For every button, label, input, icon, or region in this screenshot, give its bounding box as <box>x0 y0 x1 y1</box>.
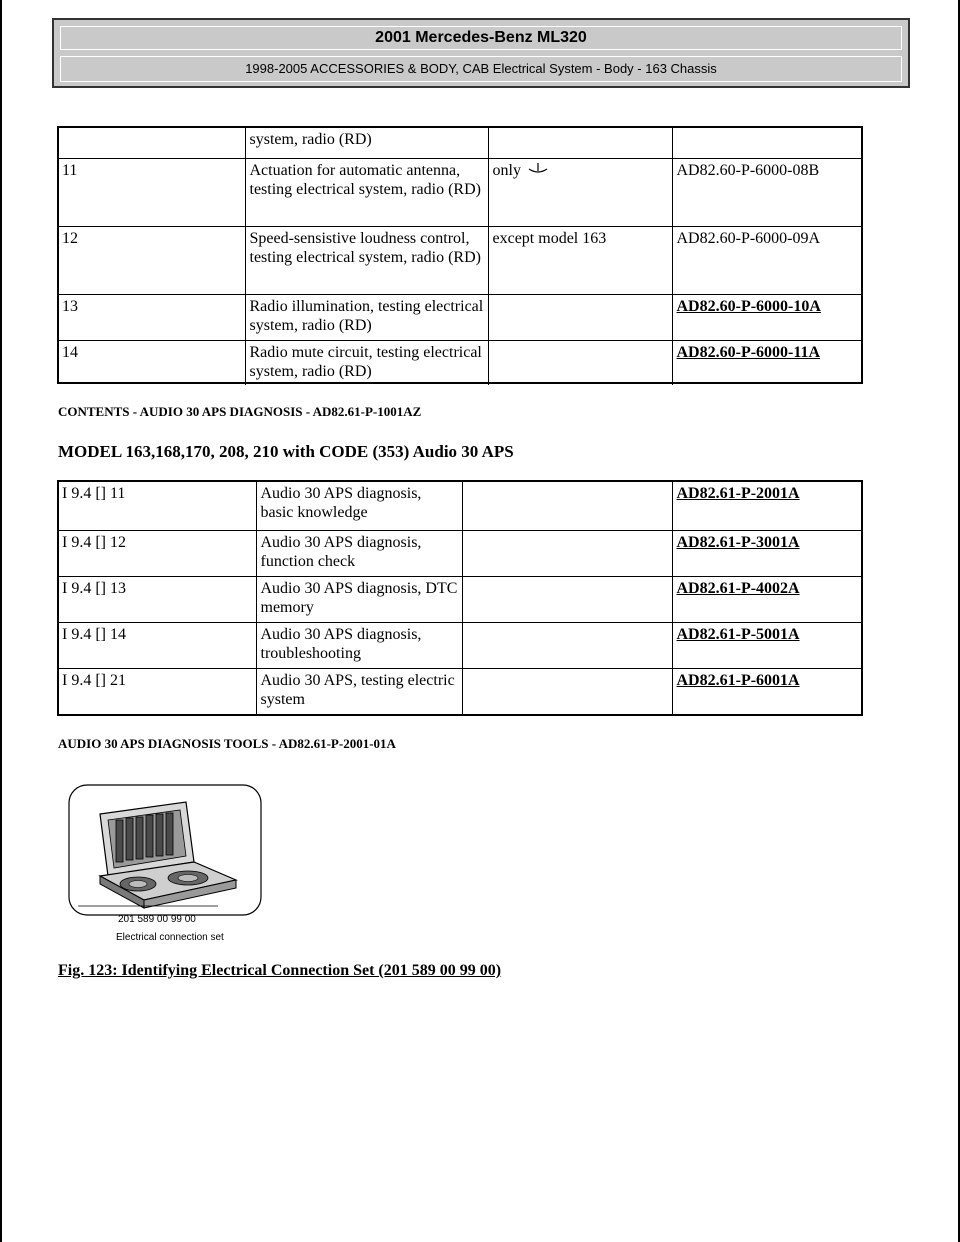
row-reference-link[interactable] <box>672 668 862 714</box>
row-condition <box>488 294 672 340</box>
figure-label: Electrical connection set <box>116 932 224 943</box>
row-condition <box>462 576 672 622</box>
row-condition <box>462 482 672 530</box>
audio-diagnosis-table <box>58 482 862 714</box>
row-number: 14 <box>58 340 245 385</box>
row-reference: AD82.60-P-6000-08B <box>672 158 862 226</box>
row-description: Audio 30 APS diagnosis, basic knowledge <box>256 482 462 530</box>
figure-caption[interactable]: Fig. 123: Identifying Electrical Connection Set (201 589 00 99 00) <box>58 962 502 979</box>
row-condition <box>462 622 672 668</box>
row-condition <box>462 530 672 576</box>
row-reference-link[interactable] <box>672 576 862 622</box>
row-number: I 9.4 [] 21 <box>58 668 256 714</box>
row-reference: AD82.60-P-6000-09A <box>672 226 862 294</box>
row-condition <box>488 128 672 158</box>
table-row <box>58 158 862 226</box>
row-description: Radio mute circuit, testing electrical system, radio (RD) <box>245 340 488 385</box>
section-heading-tools: AUDIO 30 APS DIAGNOSIS TOOLS - AD82.61-P-2001-01A <box>58 736 396 751</box>
radio-test-table <box>58 128 862 385</box>
reference-link[interactable]: AD82.60-P-6000-11A <box>676 343 821 361</box>
document-header <box>52 18 910 88</box>
row-reference-link[interactable] <box>672 622 862 668</box>
row-number: I 9.4 [] 11 <box>58 482 256 530</box>
row-number <box>58 128 245 158</box>
section-heading-contents: CONTENTS - AUDIO 30 APS DIAGNOSIS - AD82.61-P-1001AZ <box>58 404 422 419</box>
reference-link[interactable]: AD82.61-P-5001A <box>676 625 800 643</box>
row-number: I 9.4 [] 14 <box>58 622 256 668</box>
reference-link[interactable]: AD82.61-P-2001A <box>676 485 800 502</box>
reference-link[interactable]: AD82.61-P-3001A <box>676 533 800 551</box>
reference-link[interactable]: AD82.61-P-6001A <box>676 671 800 689</box>
row-number: I 9.4 [] 12 <box>58 530 256 576</box>
row-condition <box>488 158 672 226</box>
table-row <box>58 340 862 385</box>
page-left-rule <box>0 0 2 1242</box>
table-row <box>58 482 862 530</box>
row-reference-link[interactable] <box>672 294 862 340</box>
horn-icon <box>525 161 551 177</box>
row-number: 12 <box>58 226 245 294</box>
table-row <box>58 668 862 714</box>
table-row <box>58 576 862 622</box>
table-row <box>58 530 862 576</box>
row-reference-link[interactable] <box>672 482 862 530</box>
reference-link[interactable]: AD82.61-P-4002A <box>676 579 800 597</box>
row-description: Audio 30 APS diagnosis, troubleshooting <box>256 622 462 668</box>
row-description: Audio 30 APS diagnosis, DTC memory <box>256 576 462 622</box>
row-description: Speed-sensistive loudness control, testing electrical system, radio (RD) <box>245 226 488 294</box>
row-reference <box>672 128 862 158</box>
table-row <box>58 226 862 294</box>
row-number: 11 <box>58 158 245 226</box>
row-description: Radio illumination, testing electrical system, radio (RD) <box>245 294 488 340</box>
section-heading-model: MODEL 163,168,170, 208, 210 with CODE (353) Audio 30 APS <box>58 442 514 461</box>
row-description: Actuation for automatic antenna, testing electrical system, radio (RD) <box>245 158 488 226</box>
condition-text: only <box>492 161 521 179</box>
row-number: I 9.4 [] 13 <box>58 576 256 622</box>
reference-link[interactable]: AD82.60-P-6000-10A <box>676 297 821 315</box>
row-description: Audio 30 APS, testing electric system <box>256 668 462 714</box>
row-number: 13 <box>58 294 245 340</box>
row-condition <box>462 668 672 714</box>
figure-electrical-connection-set <box>68 784 262 946</box>
document-subtitle: 1998-2005 ACCESSORIES & BODY, CAB Electrical System - Body - 163 Chassis <box>60 56 902 82</box>
row-reference-link[interactable] <box>672 530 862 576</box>
table-row <box>58 294 862 340</box>
row-reference-link[interactable] <box>672 340 862 385</box>
figure-part-number: 201 589 00 99 00 <box>118 914 196 925</box>
row-condition <box>488 340 672 385</box>
row-description: Audio 30 APS diagnosis, function check <box>256 530 462 576</box>
row-condition: except model 163 <box>488 226 672 294</box>
document-title: 2001 Mercedes-Benz ML320 <box>60 26 902 50</box>
table-row <box>58 622 862 668</box>
table-row <box>58 128 862 158</box>
row-description: system, radio (RD) <box>245 128 488 158</box>
